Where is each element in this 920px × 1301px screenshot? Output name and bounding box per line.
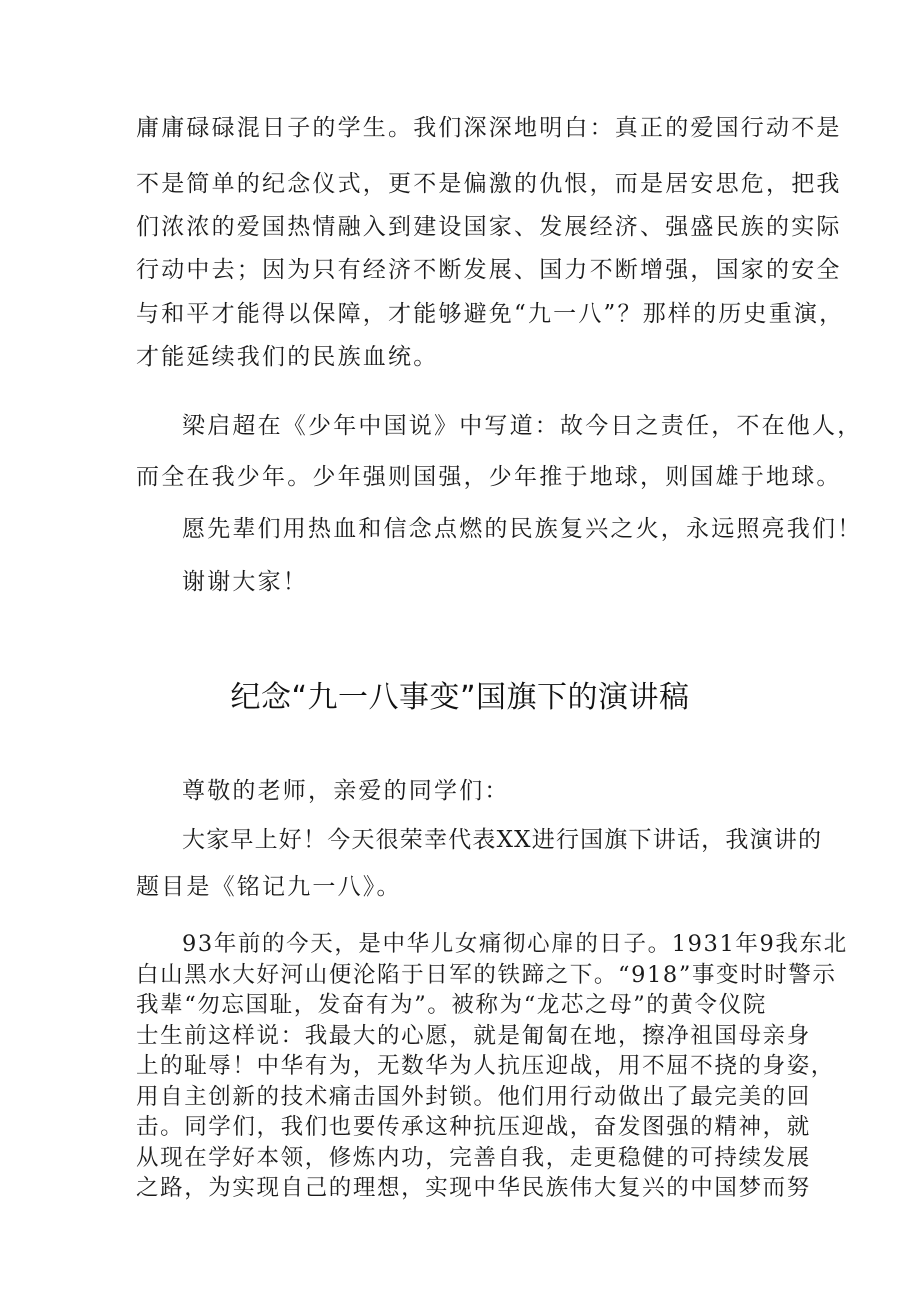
text-line: 从现在学好本领，修炼内功，完善自我，走更稳健的可持续发展: [136, 1145, 811, 1171]
text-line: 我辈“勿忘国耻，发奋有为”。被称为“龙芯之母”的黄令仪院: [136, 992, 767, 1018]
text-line: 才能延续我们的民族血统。: [136, 344, 439, 370]
paragraph-wish: 愿先辈们用热血和信念点燃的民族复兴之火，永远照亮我们！: [182, 516, 863, 542]
text-line: 行动中去；因为只有经济不断发展、国力不断增强，国家的安全: [136, 257, 842, 283]
text-line: 庸庸碌碌混日子的学生。我们深深地明白：真正的爱国行动不是: [136, 115, 842, 141]
text-line: 93年前的今天，是中华儿女痛彻心扉的日子。1931年9我东北: [182, 931, 848, 957]
text-line: 而全在我少年。少年强则国强，少年推于地球，则国雄于地球。: [136, 464, 842, 490]
text-line: 击。同学们，我们也要传承这种抗压迎战，奋发图强的精神，就: [136, 1114, 811, 1140]
text-line: 大家早上好！今天很荣幸代表XX进行国旗下讲话，我演讲的: [182, 827, 823, 853]
text-line: 上的耻辱！中华有为，无数华为人抗压迎战，用不屈不挠的身姿，: [136, 1053, 835, 1079]
text-line: 不是简单的纪念仪式，更不是偏激的仇恨，而是居安思危，把我: [136, 171, 842, 197]
text-line: 题目是《铭记九一八》。: [136, 874, 402, 900]
text-line: 用自主创新的技术痛击国外封锁。他们用行动做出了最完美的回: [136, 1084, 811, 1110]
text-line: 白山黑水大好河山便沦陷于日军的铁蹄之下。“918”事变时时警示: [136, 962, 837, 988]
text-line: 士生前这样说：我最大的心愿，就是匍匐在地，擦净祖国母亲身: [136, 1023, 811, 1049]
paragraph-thanks: 谢谢大家！: [182, 569, 308, 595]
text-line: 梁启超在《少年中国说》中写道：故今日之责任，不在他人，: [182, 413, 863, 439]
greeting: 尊敬的老师，亲爱的同学们：: [182, 778, 510, 804]
speech-title: 纪念“九一八事变”国旗下的演讲稿: [230, 680, 690, 715]
text-line: 之路，为实现自己的理想，实现中华民族伟大复兴的中国梦而努: [136, 1175, 811, 1201]
text-line: 与和平才能得以保障，才能够避免“九一八”？那样的历史重演，: [136, 301, 845, 327]
text-line: 们浓浓的爱国热情融入到建设国家、发展经济、强盛民族的实际: [136, 214, 842, 240]
